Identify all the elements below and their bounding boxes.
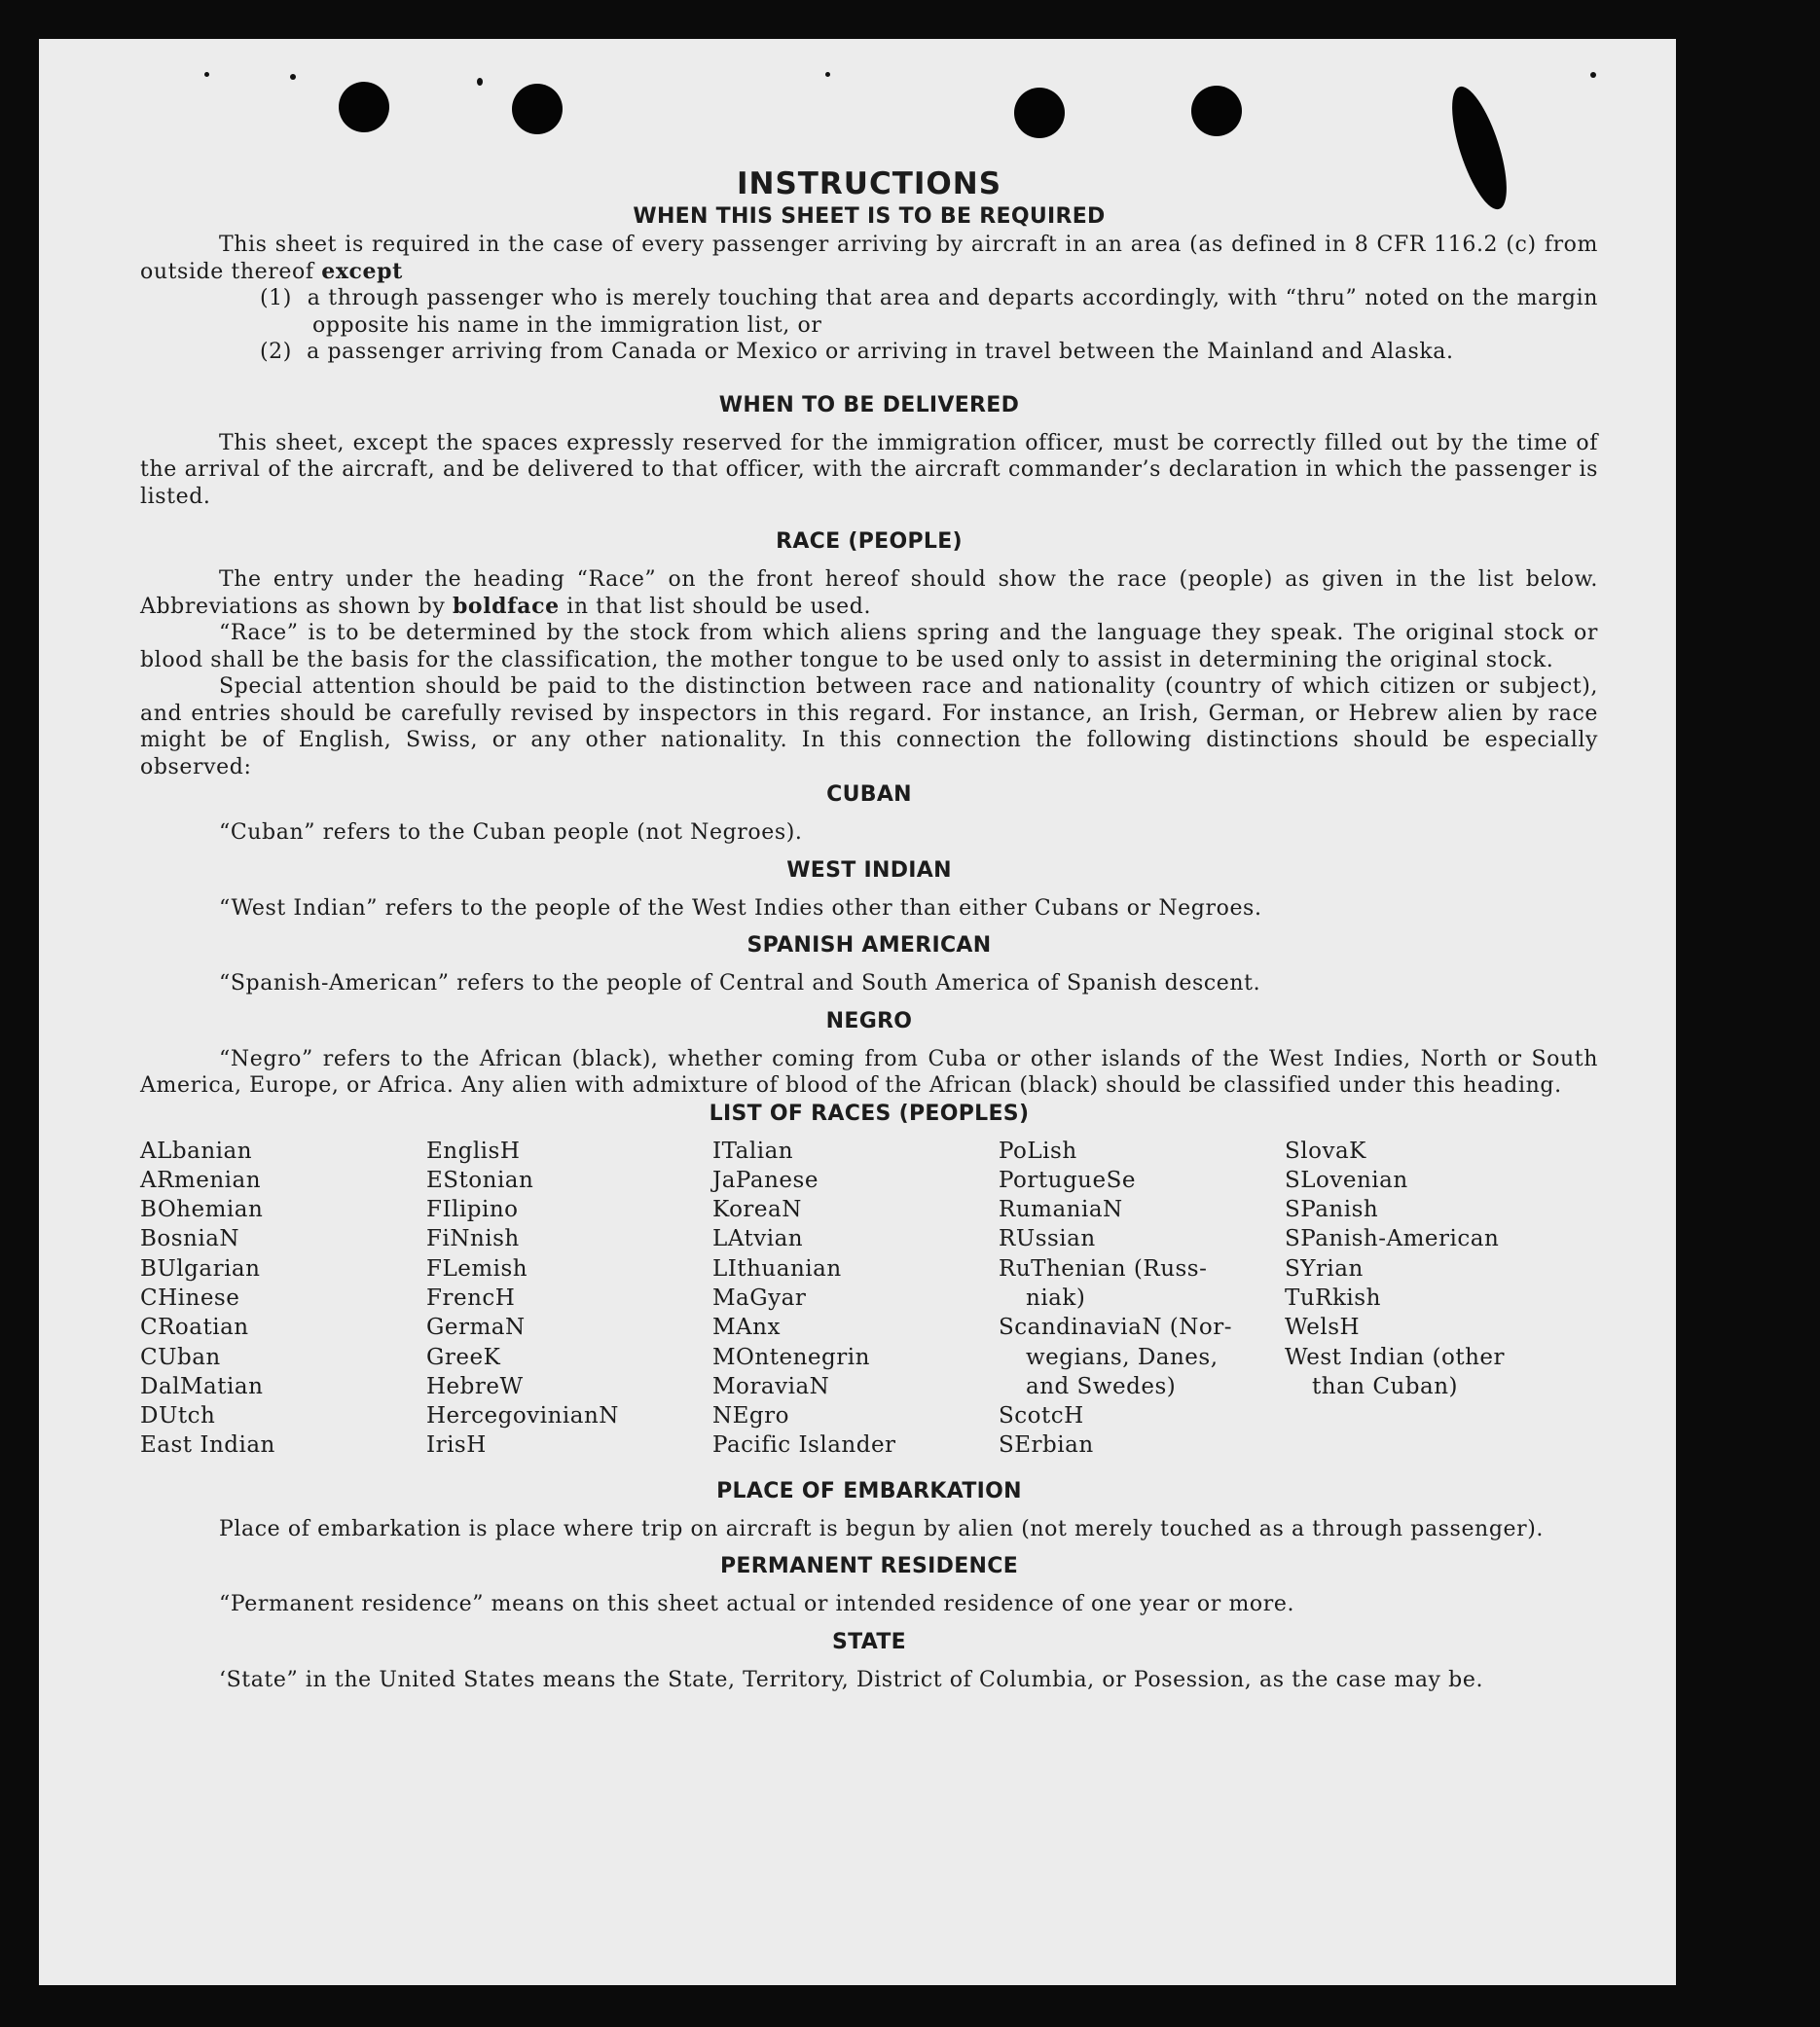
race-item: BUlgarian [140, 1255, 261, 1282]
race-item: BOhemian [140, 1197, 264, 1223]
races-column [426, 1137, 619, 1461]
punch-hole [1191, 86, 1242, 136]
spanish-american-text: “Spanish-American” refers to the people of Central and South America of Spanish descent. [219, 971, 1261, 995]
races-column [999, 1137, 1232, 1461]
race-item: GermaN [426, 1315, 526, 1341]
section-heading-west-indian: WEST INDIAN [786, 857, 952, 883]
item-number: (2) [260, 340, 292, 364]
race-item: ITalian [712, 1138, 794, 1164]
race-p1-tail: in that list should be used. [559, 594, 872, 619]
race-item: EnglisH [426, 1138, 521, 1164]
race-item: IrisH [426, 1432, 487, 1459]
race-item: HebreW [426, 1373, 524, 1399]
exception-item-1 [140, 285, 1598, 339]
race-item: SlovaK [1285, 1138, 1366, 1164]
race-item: DalMatian [140, 1373, 264, 1399]
punch-hole [1014, 88, 1065, 138]
race-item: RuThenian (Russ- [999, 1255, 1208, 1282]
race-item: niak) [1026, 1285, 1086, 1311]
race-item: SErbian [999, 1432, 1094, 1459]
race-item: GreeK [426, 1344, 501, 1370]
race-item: JaPanese [712, 1167, 819, 1193]
speck [290, 74, 296, 80]
race-paragraph-2: “Race” is to be determined by the stock from which aliens spring and the language they speak. The original stock or blood shall be the basis for the classification, the mother tongue to be used only to assist in determining the original stock. [140, 621, 1598, 672]
section-heading-residence: PERMANENT RESIDENCE [719, 1554, 1019, 1578]
race-item: MoraviaN [712, 1373, 830, 1399]
race-item: RumaniaN [999, 1197, 1123, 1223]
race-paragraph-1 [140, 566, 1598, 620]
section-heading-embarkation: PLACE OF EMBARKATION [716, 1478, 1022, 1503]
race-item: FrencH [426, 1285, 516, 1311]
race-item: ARmenian [140, 1167, 262, 1193]
race-item: MOntenegrin [712, 1344, 870, 1370]
race-item: PoLish [999, 1138, 1077, 1164]
race-item: WelsH [1285, 1315, 1361, 1341]
speck [1590, 72, 1596, 78]
races-column [140, 1137, 275, 1461]
section-heading-delivered: WHEN TO BE DELIVERED [718, 392, 1020, 417]
race-item: ALbanian [140, 1138, 253, 1164]
race-item: NEgro [712, 1403, 789, 1430]
required-intro-text: This sheet is required in the case of every passenger arriving by aircraft in an area (as defined in 8 CFR 116.2 (c) from outside thereof [140, 233, 1598, 284]
race-item: CHinese [140, 1285, 240, 1311]
race-item: ScandinaviaN (Nor- [999, 1315, 1232, 1341]
race-item: East Indian [140, 1432, 275, 1459]
section-heading-negro: NEGRO [825, 1008, 913, 1033]
races-list [140, 1137, 1598, 1467]
speck [825, 72, 830, 77]
west-indian-text: “West Indian” refers to the people of the West Indies other than either Cubans or Negroes. [219, 895, 1262, 921]
boldface-keyword: boldface [452, 593, 560, 619]
instructions-body [140, 165, 1598, 1693]
section-heading-required: WHEN THIS SHEET IS TO BE REQUIRED [633, 204, 1106, 229]
section-heading-race: RACE (PEOPLE) [776, 529, 963, 554]
page-title: INSTRUCTIONS [736, 166, 1002, 201]
item-number: (1) [260, 286, 292, 310]
race-item: SPanish-American [1285, 1226, 1500, 1252]
race-item: FLemish [426, 1255, 528, 1282]
race-item: LIthuanian [712, 1255, 842, 1282]
section-heading-spanish-american: SPANISH AMERICAN [746, 933, 992, 958]
speck [477, 78, 483, 86]
race-item: FIlipino [426, 1197, 519, 1223]
race-item: MaGyar [712, 1285, 807, 1311]
except-keyword: except [321, 258, 403, 284]
section-heading-list: LIST OF RACES (PEOPLES) [709, 1101, 1030, 1126]
punch-hole [339, 82, 389, 132]
race-item: RUssian [999, 1226, 1096, 1252]
document-page [39, 39, 1676, 1985]
race-item: than Cuban) [1312, 1373, 1459, 1399]
section-heading-cuban: CUBAN [826, 782, 912, 807]
race-item: Pacific Islander [712, 1432, 896, 1459]
race-item: wegians, Danes, [1026, 1344, 1219, 1370]
residence-text: “Permanent residence” means on this sheet actual or intended residence of one year or more. [219, 1592, 1295, 1616]
required-intro [140, 232, 1598, 285]
race-item: KoreaN [712, 1197, 802, 1223]
races-column [1285, 1137, 1505, 1402]
race-item: CUban [140, 1344, 221, 1370]
race-item: CRoatian [140, 1315, 249, 1341]
race-item: TuRkish [1285, 1285, 1381, 1311]
race-item: West Indian (other [1285, 1344, 1506, 1370]
race-item: BosniaN [140, 1226, 240, 1252]
race-paragraph-3: Special attention should be paid to the distinction between race and nationality (country of which citizen or subject), and entries should be carefully revised by inspectors in this regard. For instance, an Irish, German, or Hebrew alien by race might be of English, Swiss, or any other nationality. In this connection the following distinctions should be especially observed: [140, 674, 1598, 779]
section-heading-state: STATE [832, 1629, 906, 1654]
delivered-text: This sheet, except the spaces expressly reserved for the immigration officer, must be correctly filled out by the time of the arrival of the aircraft, and be delivered to that officer, with the aircraft commander’s declaration in which the passenger is listed. [140, 430, 1598, 509]
race-item: SLovenian [1285, 1167, 1408, 1193]
race-item: HercegovinianN [426, 1403, 619, 1430]
races-column [712, 1137, 896, 1461]
race-item: SPanish [1285, 1197, 1379, 1223]
race-item: PortugueSe [999, 1167, 1136, 1193]
embarkation-text: Place of embarkation is place where trip on aircraft is begun by alien (not merely touched as a through passenger). [219, 1516, 1545, 1541]
race-item: ScotcH [999, 1403, 1084, 1430]
race-item: LAtvian [712, 1226, 804, 1252]
race-p1-text: The entry under the heading “Race” on the front hereof should show the race (people) as given in the list below. Abbreviations as shown by [140, 567, 1598, 619]
state-text: ‘State” in the United States means the State, Territory, District of Columbia, or Posession, as the case may be. [219, 1667, 1484, 1692]
item-text: a through passenger who is merely touching that area and departs accordingly, with “thru” noted on the margin opposite his name in the immigration list, or [307, 286, 1598, 338]
speck [204, 72, 209, 77]
race-item: and Swedes) [1026, 1373, 1177, 1399]
race-item: EStonian [426, 1167, 534, 1193]
race-item: DUtch [140, 1403, 216, 1430]
cuban-text: “Cuban” refers to the Cuban people (not Negroes). [219, 820, 803, 845]
punch-hole [512, 84, 563, 134]
race-item: SYrian [1285, 1255, 1364, 1282]
race-item: MAnx [712, 1315, 781, 1341]
exception-item-2 [140, 339, 1598, 366]
negro-text: “Negro” refers to the African (black), whether coming from Cuba or other islands of the West Indies, North or South America, Europe, or Africa. Any alien with admixture of blood of the African (black) should be classified under this heading. [140, 1046, 1598, 1098]
race-item: FiNnish [426, 1226, 520, 1252]
item-text: a passenger arriving from Canada or Mexico or arriving in travel between the Mainland and Alaska. [307, 340, 1454, 364]
